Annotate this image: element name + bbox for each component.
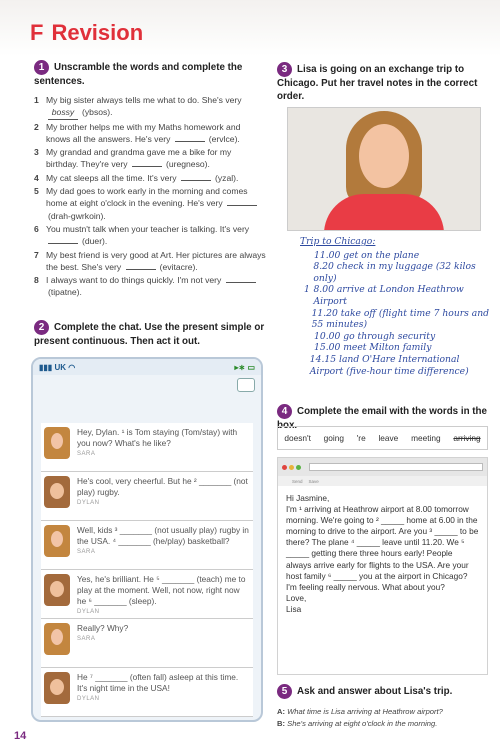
exercise-number: 5 [277,684,292,699]
word-box [277,426,488,450]
exercise-item: 8 I always want to do things quickly. I'm not very (tipatne). [34,274,266,299]
address-field[interactable] [309,463,483,471]
section-letter: F [30,20,44,45]
email-closing: Love, [286,592,307,603]
answer-blank[interactable] [175,141,205,142]
exercise-5 [277,684,492,699]
chat-message: Yes, he's brilliant. He ⁵ _______ (teach) me to play at the moment. Well, not now, right now he ⁶ _______ (sleep). DYLAN [41,570,253,619]
email-signature: Lisa [286,603,302,614]
example-answer: She's arriving at eight o'clock in the morning. [287,719,438,728]
exercise-number: 1 [34,60,49,75]
word-option: meeting [411,433,441,443]
example-question: What time is Lisa arriving at Heathrow airport? [287,707,443,716]
exercise-item: 7 My best friend is very good at Art. Her pictures are always the best. She's very (evitacre). [34,249,266,272]
exercise-item: 1 My big sister always tells me what to do. She's very bossy (ybsos). [34,94,266,120]
exercise-number: 4 [277,404,292,419]
note-line: 11.00 get on the plane [314,249,420,261]
word-option: going [323,433,344,443]
exercise-heading: Complete the email with the words in the box. [277,406,487,431]
email-greeting: Hi Jasmine, [286,493,330,503]
email-window [277,457,488,675]
avatar [44,623,70,655]
chat-message: He's cool, very cheerful. But he ² _______ (not play) rugby. DYLAN [41,472,253,521]
email-titlebar [278,458,487,476]
answer-blank[interactable] [132,166,162,167]
exercise-item: 3 My grandad and grandma gave me a bike for my birthday. They're very (uregneso). [34,147,232,170]
exercise-item: 2 My brother helps me with my Maths homework and knows all the answers. He's very (ervlce). [34,121,241,144]
exercise-2 [34,320,266,348]
avatar [44,427,70,459]
avatar [44,574,70,606]
answer-blank[interactable] [227,205,257,206]
chat-message: Really? Why? SARA [41,619,253,668]
answer-blank[interactable] [181,180,211,181]
section-word: Revision [51,20,144,45]
exercise-number: 3 [277,62,292,77]
email-body [278,486,487,622]
note-line: 11.20 take off (flight time 7 hours and 55 minutes) [311,307,490,331]
chat-message: He ⁷ _______ (often fall) asleep at this time. It's night time in the USA! DYLAN [41,668,253,717]
note-line: 14.15 land O'Hare International Airport (five-hour time difference) [309,353,469,377]
chat-message: Well, kids ³ _______ (not usually play) rugby in the USA. ⁴ _______ (he/play) basketball? SARA [41,521,253,570]
note-line: 1 8.00 arrive at London Heathrow Airport [304,284,464,307]
exercise-1 [34,60,266,300]
carrier-label: ▮▮▮ UK ◠ [39,362,76,372]
avatar [44,672,70,704]
word-option: arriving [453,433,481,443]
answer-blank[interactable] [126,269,156,270]
note-line: 10.00 go through security [314,330,436,342]
travel-notes [300,236,490,377]
chat-message: Hey, Dylan. ¹ is Tom staying (Tom/stay) with you now? What's he like? SARA [41,423,253,472]
exercise-heading: Lisa is going on an exchange trip to Chicago. Put her travel notes in the correct order. [277,64,478,102]
phone-status-bar [33,359,261,375]
page-number: 14 [14,730,27,742]
email-text: I'm ¹ arriving at Heathrow airport at 8.00 tomorrow morning. We're going to ² _____ home at 6.00 in the morning to drive to the airport. Are you ³ _____ to be there? The plane ⁴ _____ leave until 11.20. We ⁵ _____ getting there three hours early! People always arrive early for flights to the USA. Are your host family ⁶ _____ you at the airport in Chicago? I'm feeling really nervous. What about you? [286,504,479,592]
exercise-3 [277,62,492,103]
compose-button[interactable] [237,378,255,392]
word-option: doesn't [284,433,311,443]
note-line: 8.20 check in my luggage (32 kilos only) [313,261,476,284]
answer-blank[interactable]: bossy [48,106,78,119]
word-option: 're [356,433,366,443]
avatar [44,525,70,557]
exercise-item: 4 My cat sleeps all the time. It's very (yzal). [34,172,239,183]
lisa-photo [287,107,481,231]
exercise-item: 6 You mustn't talk when your teacher is talking. It's very (duer). [34,223,250,247]
exercise-heading: Unscramble the words and complete the sentences. [34,62,243,87]
exercise-heading: Complete the chat. Use the present simple or present continuous. Then act it out. [34,322,265,347]
avatar [44,476,70,508]
note-line: 15.00 meet Milton family [314,342,432,354]
exercise-item: 5 My dad goes to work early in the morning and comes home at eight o'clock in the evening. He's very (drah-gwrkoin). [34,185,266,222]
exercise-heading: Ask and answer about Lisa's trip. [297,686,453,698]
notes-title: Trip to Chicago: [300,236,376,247]
battery-icon: ▸∗ ▭ [234,362,255,372]
answer-blank[interactable] [48,243,78,244]
page-title [30,20,143,46]
example-dialogue: A: What time is Lisa arriving at Heathrow airport? B: She's arriving at eight o'clock in the morning. [277,707,443,728]
word-option: leave [378,433,399,443]
email-toolbar [278,476,487,486]
answer-blank[interactable] [226,282,256,283]
save-button[interactable]: Save [308,478,319,484]
chat-list [41,423,253,717]
phone-chat [31,357,263,722]
exercise-number: 2 [34,320,49,335]
send-button[interactable]: Send [292,478,303,484]
exercise-items [34,94,266,299]
